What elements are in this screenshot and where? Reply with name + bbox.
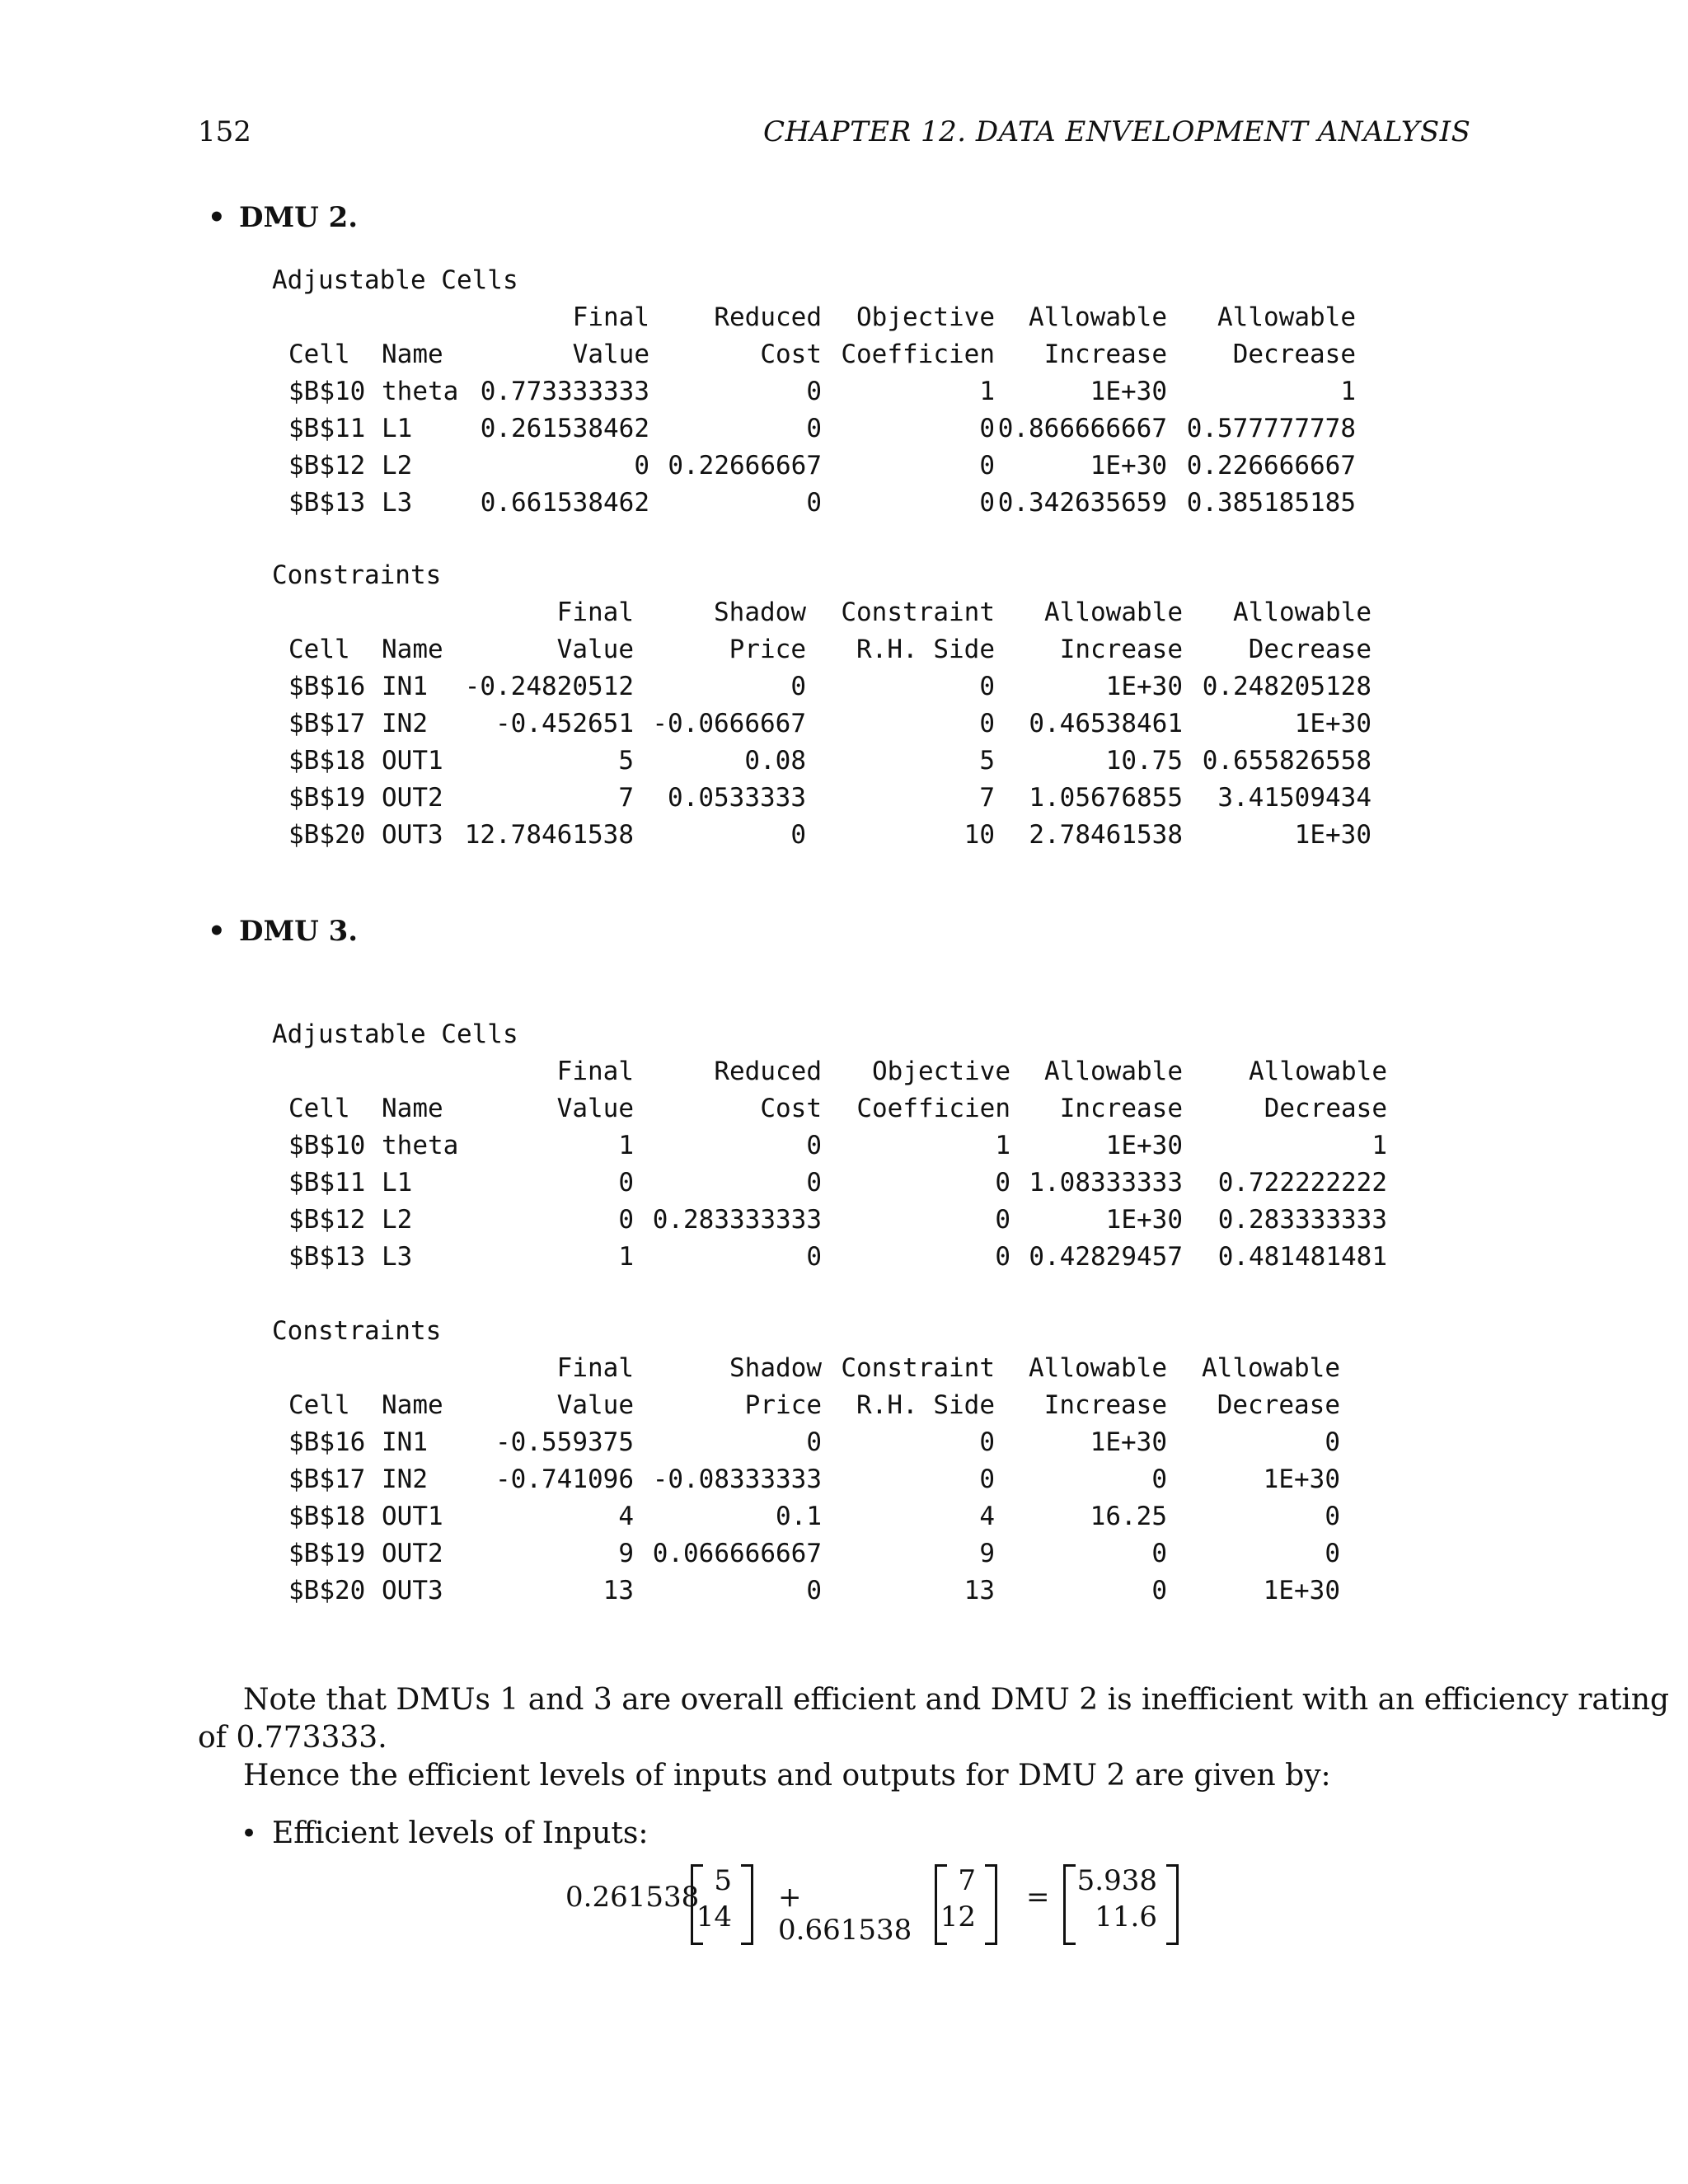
dmu3-adjustable-allowable-decrease-header: Decrease — [1264, 1094, 1387, 1123]
dmu2-constraints-name-header: Name — [382, 635, 443, 664]
dmu3-heading — [208, 915, 359, 948]
dmu2-adjustable-allowable-increase-cell: 0.866666667 — [997, 414, 1167, 443]
dmu2-constraints-name-cell: OUT1 — [382, 746, 443, 776]
dmu3-constraints-allowable-decrease-cell: 1E+30 — [1263, 1576, 1340, 1605]
dmu3-constraints-col-4-cell: 0.066666667 — [652, 1539, 822, 1568]
vector-2-entry: 7 — [958, 1864, 976, 1897]
bullet-icon: • — [208, 915, 226, 948]
vector-1-entry: 14 — [696, 1900, 732, 1933]
dmu3-adjustable-allowable-decrease-cell: 0.481481481 — [1217, 1242, 1387, 1272]
dmu2-constraints-name-cell: IN1 — [382, 672, 428, 701]
dmu2-adjustable-allowable-decrease-cell: 0.577777778 — [1186, 414, 1356, 443]
dmu2-constraints-allowable-increase-cell: 1E+30 — [1105, 672, 1183, 701]
dmu3-adjustable-name-cell: L3 — [382, 1242, 413, 1272]
right-bracket — [1166, 1864, 1179, 1945]
dmu2-constraints-col-5-header: Constraint — [841, 598, 995, 627]
dmu3-constraints-allowable-decrease-header: Allowable — [1202, 1353, 1340, 1383]
dmu2-adjustable-allowable-increase-cell: 0.342635659 — [997, 488, 1167, 518]
dmu3-constraints-col-5-cell: 13 — [964, 1576, 995, 1605]
dmu2-adjustable-name-cell: L2 — [382, 451, 413, 480]
dmu2-constraints-name-cell: OUT2 — [382, 783, 443, 813]
dmu3-constraints-cell-header: Cell — [288, 1390, 350, 1420]
dmu2-adjustable-col-4-header: Cost — [760, 340, 822, 369]
dmu2-constraints-allowable-increase-header: Increase — [1059, 635, 1183, 664]
dmu2-constraints-col-4-cell: 0 — [790, 820, 806, 850]
dmu2-constraints-name-cell: IN2 — [382, 709, 428, 738]
dmu3-constraints-final-value-cell: -0.741096 — [495, 1465, 634, 1494]
dmu2-adjustable-col-4-cell: 0 — [806, 488, 822, 518]
dmu2-constraints-allowable-increase-cell: 1.05676855 — [1029, 783, 1183, 813]
dmu2-constraints-col-4-cell: 0.0533333 — [668, 783, 806, 813]
dmu2-adjustable-col-5-header: Coefficien — [841, 340, 995, 369]
result-entry: 11.6 — [1095, 1900, 1157, 1933]
dmu2-constraints-allowable-decrease-cell: 3.41509434 — [1217, 783, 1372, 813]
dmu2-adjustable-col-4-header: Reduced — [714, 302, 822, 332]
dmu3-constraints-allowable-decrease-cell: 0 — [1325, 1427, 1340, 1457]
dmu3-constraints-allowable-decrease-cell: 1E+30 — [1263, 1465, 1340, 1494]
bullet-icon: • — [208, 201, 226, 234]
dmu2-constraints-cell-cell: $B$18 — [288, 746, 366, 776]
dmu3-adjustable-cell-cell: $B$13 — [288, 1242, 366, 1272]
dmu2-constraints-final-value-header: Value — [556, 635, 634, 664]
dmu2-constraints-col-5-cell: 0 — [979, 672, 995, 701]
dmu3-adjustable-cell-cell: $B$12 — [288, 1205, 366, 1235]
dmu3-adjustable-allowable-decrease-header: Allowable — [1249, 1057, 1387, 1086]
dmu3-constraints-name-cell: OUT3 — [382, 1576, 443, 1605]
dmu3-constraints-cell-cell: $B$19 — [288, 1539, 366, 1568]
dmu3-constraints-final-value-cell: 13 — [603, 1576, 634, 1605]
dmu3-adjustable-allowable-increase-cell: 1.08333333 — [1029, 1168, 1183, 1197]
dmu3-constraints-col-4-cell: 0 — [806, 1427, 822, 1457]
dmu3-adjustable-col-5-cell: 0 — [995, 1168, 1010, 1197]
dmu3-constraints-col-4-cell: 0.1 — [776, 1502, 822, 1531]
dmu3-constraints-final-value-cell: -0.559375 — [495, 1427, 634, 1457]
dmu2-constraints-allowable-decrease-header: Decrease — [1248, 635, 1372, 664]
dmu3-constraints-col-4-cell: 0 — [806, 1576, 822, 1605]
dmu2-heading — [208, 201, 359, 234]
right-bracket — [985, 1864, 997, 1945]
dmu2-adjustable-allowable-increase-header: Increase — [1043, 340, 1167, 369]
coefficient-2: + 0.661538 — [778, 1881, 912, 1947]
dmu3-constraints-cell-cell: $B$16 — [288, 1427, 366, 1457]
dmu2-constraints-cell-cell: $B$19 — [288, 783, 366, 813]
dmu2-constraints-col-4-cell: 0.08 — [744, 746, 806, 776]
dmu2-constraints-allowable-increase-header: Allowable — [1044, 598, 1183, 627]
dmu3-adjustable-col-4-header: Reduced — [714, 1057, 822, 1086]
dmu2-constraints-final-value-cell: -0.452651 — [495, 709, 634, 738]
dmu2-adjustable-final-value-cell: 0.773333333 — [480, 377, 649, 406]
dmu2-adjustable-cell-header: Cell — [288, 340, 350, 369]
dmu3-adjustable-final-value-header: Final — [556, 1057, 634, 1086]
dmu2-constraints-allowable-decrease-header: Allowable — [1233, 598, 1372, 627]
dmu2-adjustable-final-value-header: Final — [572, 302, 649, 332]
dmu2-constraints-col-5-cell: 7 — [979, 783, 995, 813]
dmu3-adjustable-final-value-cell: 1 — [618, 1131, 634, 1160]
dmu3-adjustable-col-5-cell: 1 — [995, 1131, 1010, 1160]
dmu3-adjustable-allowable-decrease-cell: 1 — [1372, 1131, 1387, 1160]
dmu3-adjustable-allowable-increase-cell: 0.42829457 — [1029, 1242, 1183, 1272]
dmu2-constraints-final-value-header: Final — [556, 598, 634, 627]
dmu3-adjustable-col-4-cell: 0 — [806, 1168, 822, 1197]
dmu3-constraints-col-4-header: Shadow — [729, 1353, 822, 1383]
dmu2-constraints-col-4-cell: 0 — [790, 672, 806, 701]
inputs-bullet-text: Efficient levels of Inputs: — [272, 1816, 649, 1850]
dmu3-adjustable-allowable-increase-cell: 1E+30 — [1105, 1131, 1183, 1160]
dmu2-adjustable-col-5-header: Objective — [856, 302, 995, 332]
dmu2-constraints-final-value-cell: 12.78461538 — [464, 820, 634, 850]
dmu2-constraints-cell-cell: $B$20 — [288, 820, 366, 850]
dmu2-constraints-allowable-decrease-cell: 1E+30 — [1294, 820, 1372, 850]
dmu2-adjustable-final-value-cell: 0.261538462 — [480, 414, 649, 443]
dmu2-adjustable-col-4-cell: 0 — [806, 414, 822, 443]
dmu2-adjustable-allowable-increase-cell: 1E+30 — [1090, 451, 1167, 480]
chapter-title: CHAPTER 12. DATA ENVELOPMENT ANALYSIS — [763, 115, 1471, 148]
dmu3-constraints-allowable-decrease-cell: 0 — [1325, 1539, 1340, 1568]
dmu3-constraints-allowable-increase-cell: 0 — [1151, 1539, 1167, 1568]
dmu2-adjustable-label: Adjustable Cells — [272, 265, 518, 295]
dmu3-constraints-cell-cell: $B$17 — [288, 1465, 366, 1494]
dmu2-constraints-col-5-cell: 0 — [979, 709, 995, 738]
dmu3-constraints-name-cell: OUT1 — [382, 1502, 443, 1531]
page-number: 152 — [198, 115, 251, 148]
dmu3-adjustable-col-5-cell: 0 — [995, 1205, 1010, 1235]
dmu2-constraints-final-value-cell: 7 — [618, 783, 634, 813]
dmu3-adjustable-final-value-cell: 1 — [618, 1242, 634, 1272]
dmu3-constraints-col-4-cell: -0.08333333 — [652, 1465, 822, 1494]
dmu2-adjustable-allowable-decrease-cell: 1 — [1340, 377, 1356, 406]
dmu3-constraints-allowable-increase-cell: 0 — [1151, 1576, 1167, 1605]
dmu3-constraints-name-header: Name — [382, 1390, 443, 1420]
dmu3-constraints-allowable-increase-header: Allowable — [1029, 1353, 1167, 1383]
dmu2-constraints-col-5-cell: 5 — [979, 746, 995, 776]
dmu3-constraints-final-value-header: Value — [556, 1390, 634, 1420]
dmu2-adjustable-allowable-increase-header: Allowable — [1029, 302, 1167, 332]
inputs-bullet — [241, 1815, 649, 1853]
dmu3-adjustable-name-cell: theta — [382, 1131, 459, 1160]
dmu3-adjustable-col-5-cell: 0 — [995, 1242, 1010, 1272]
dmu3-adjustable-cell-cell: $B$10 — [288, 1131, 366, 1160]
dmu3-adjustable-col-4-cell: 0 — [806, 1131, 822, 1160]
dmu3-constraints-allowable-decrease-header: Decrease — [1217, 1390, 1340, 1420]
dmu2-adjustable-name-cell: L3 — [382, 488, 413, 518]
dmu3-constraints-allowable-increase-cell: 0 — [1151, 1465, 1167, 1494]
dmu2-adjustable-cell-cell: $B$13 — [288, 488, 366, 518]
dmu3-constraints-final-value-header: Final — [556, 1353, 634, 1383]
dmu2-constraints-allowable-decrease-cell: 1E+30 — [1294, 709, 1372, 738]
bullet-icon: • — [241, 1817, 258, 1850]
dmu2-adjustable-allowable-increase-cell: 1E+30 — [1090, 377, 1167, 406]
dmu2-adjustable-final-value-header: Value — [572, 340, 649, 369]
dmu2-adjustable-allowable-decrease-header: Decrease — [1232, 340, 1356, 369]
right-bracket — [741, 1864, 753, 1945]
dmu2-constraints-allowable-increase-cell: 0.46538461 — [1029, 709, 1183, 738]
dmu3-constraints-name-cell: IN1 — [382, 1427, 428, 1457]
dmu3-adjustable-col-4-header: Cost — [760, 1094, 822, 1123]
dmu2-constraints-col-4-cell: -0.0666667 — [652, 709, 806, 738]
dmu2-adjustable-final-value-cell: 0 — [634, 451, 649, 480]
dmu2-adjustable-col-5-cell: 0 — [979, 451, 995, 480]
dmu3-adjustable-allowable-decrease-cell: 0.722222222 — [1217, 1168, 1387, 1197]
dmu2-constraints-allowable-decrease-cell: 0.655826558 — [1202, 746, 1372, 776]
dmu3-constraints-col-5-header: R.H. Side — [856, 1390, 995, 1420]
dmu2-adjustable-col-4-cell: 0 — [806, 377, 822, 406]
dmu3-adjustable-allowable-increase-header: Allowable — [1044, 1057, 1183, 1086]
vector-1-entry: 5 — [714, 1864, 732, 1897]
dmu3-constraints-cell-cell: $B$18 — [288, 1502, 366, 1531]
dmu2-constraints-allowable-increase-cell: 2.78461538 — [1029, 820, 1183, 850]
result-vector — [1063, 1864, 1179, 1940]
dmu3-constraints-final-value-cell: 9 — [618, 1539, 634, 1568]
dmu2-constraints-name-cell: OUT3 — [382, 820, 443, 850]
dmu2-heading-text: DMU 2. — [239, 201, 359, 234]
dmu3-adjustable-name-cell: L2 — [382, 1205, 413, 1235]
dmu3-constraints-col-5-cell: 9 — [979, 1539, 995, 1568]
dmu3-constraints-name-cell: IN2 — [382, 1465, 428, 1494]
dmu3-constraints-allowable-increase-cell: 1E+30 — [1090, 1427, 1167, 1457]
dmu2-adjustable-allowable-decrease-cell: 0.226666667 — [1186, 451, 1356, 480]
dmu3-constraints-col-5-cell: 4 — [979, 1502, 995, 1531]
dmu3-constraints-allowable-increase-cell: 16.25 — [1090, 1502, 1167, 1531]
dmu2-constraints-allowable-decrease-cell: 0.248205128 — [1202, 672, 1372, 701]
dmu2-adjustable-name-cell: L1 — [382, 414, 413, 443]
dmu2-constraints-col-5-cell: 10 — [964, 820, 995, 850]
dmu3-adjustable-cell-cell: $B$11 — [288, 1168, 366, 1197]
dmu2-adjustable-allowable-decrease-cell: 0.385185185 — [1186, 488, 1356, 518]
dmu2-adjustable-col-4-cell: 0.22666667 — [668, 451, 822, 480]
hence-paragraph: Hence the efficient levels of inputs and outputs for DMU 2 are given by: — [243, 1759, 1331, 1793]
dmu2-adjustable-cell-cell: $B$11 — [288, 414, 366, 443]
dmu2-adjustable-cell-cell: $B$12 — [288, 451, 366, 480]
equals-sign: = — [1026, 1881, 1050, 1914]
dmu2-adjustable-allowable-decrease-header: Allowable — [1217, 302, 1356, 332]
dmu2-constraints-final-value-cell: 5 — [618, 746, 634, 776]
dmu2-adjustable-final-value-cell: 0.661538462 — [480, 488, 649, 518]
dmu3-constraints-col-5-cell: 0 — [979, 1427, 995, 1457]
dmu3-constraints-col-5-header: Constraint — [841, 1353, 995, 1383]
dmu2-constraints-cell-cell: $B$17 — [288, 709, 366, 738]
dmu3-constraints-label: Constraints — [272, 1316, 442, 1346]
dmu3-constraints-allowable-increase-header: Increase — [1043, 1390, 1167, 1420]
coefficient-1: 0.261538 — [565, 1881, 700, 1914]
dmu3-adjustable-name-cell: L1 — [382, 1168, 413, 1197]
note-paragraph-line2: of 0.773333. — [198, 1721, 387, 1755]
dmu3-adjustable-cell-header: Cell — [288, 1094, 350, 1123]
dmu3-heading-text: DMU 3. — [239, 915, 359, 948]
note-paragraph-line1: Note that DMUs 1 and 3 are overall efficient and DMU 2 is inefficient with an efficiency rating — [243, 1683, 1670, 1717]
dmu3-adjustable-name-header: Name — [382, 1094, 443, 1123]
dmu3-constraints-allowable-decrease-cell: 0 — [1325, 1502, 1340, 1531]
dmu2-constraints-col-5-header: R.H. Side — [856, 635, 995, 664]
dmu2-adjustable-cell-cell: $B$10 — [288, 377, 366, 406]
dmu3-constraints-cell-cell: $B$20 — [288, 1576, 366, 1605]
vector-2 — [935, 1864, 997, 1940]
dmu3-constraints-final-value-cell: 4 — [618, 1502, 634, 1531]
dmu2-constraints-col-4-header: Price — [729, 635, 806, 664]
dmu2-constraints-cell-header: Cell — [288, 635, 350, 664]
dmu2-adjustable-name-header: Name — [382, 340, 443, 369]
dmu3-constraints-col-4-header: Price — [744, 1390, 822, 1420]
dmu2-adjustable-col-5-cell: 0 — [979, 488, 995, 518]
dmu2-constraints-cell-cell: $B$16 — [288, 672, 366, 701]
dmu3-adjustable-col-4-cell: 0.283333333 — [652, 1205, 822, 1235]
dmu3-adjustable-allowable-decrease-cell: 0.283333333 — [1217, 1205, 1387, 1235]
dmu3-adjustable-col-4-cell: 0 — [806, 1242, 822, 1272]
dmu2-adjustable-col-5-cell: 1 — [979, 377, 995, 406]
vector-2-entry: 12 — [940, 1900, 976, 1933]
dmu2-constraints-col-4-header: Shadow — [714, 598, 806, 627]
dmu2-adjustable-col-5-cell: 0 — [979, 414, 995, 443]
dmu3-adjustable-allowable-increase-cell: 1E+30 — [1105, 1205, 1183, 1235]
dmu2-adjustable-name-cell: theta — [382, 377, 459, 406]
dmu3-adjustable-final-value-cell: 0 — [618, 1205, 634, 1235]
dmu3-adjustable-allowable-increase-header: Increase — [1059, 1094, 1183, 1123]
result-entry: 5.938 — [1076, 1864, 1157, 1897]
dmu3-constraints-name-cell: OUT2 — [382, 1539, 443, 1568]
dmu2-constraints-label: Constraints — [272, 560, 442, 590]
dmu3-adjustable-col-5-header: Objective — [872, 1057, 1010, 1086]
dmu3-adjustable-label: Adjustable Cells — [272, 1019, 518, 1049]
vector-1 — [691, 1864, 753, 1940]
dmu3-constraints-col-5-cell: 0 — [979, 1465, 995, 1494]
dmu3-adjustable-final-value-cell: 0 — [618, 1168, 634, 1197]
dmu3-adjustable-col-5-header: Coefficien — [856, 1094, 1010, 1123]
dmu2-constraints-allowable-increase-cell: 10.75 — [1105, 746, 1183, 776]
dmu3-adjustable-final-value-header: Value — [556, 1094, 634, 1123]
dmu2-constraints-final-value-cell: -0.24820512 — [464, 672, 634, 701]
left-bracket — [1063, 1864, 1076, 1945]
